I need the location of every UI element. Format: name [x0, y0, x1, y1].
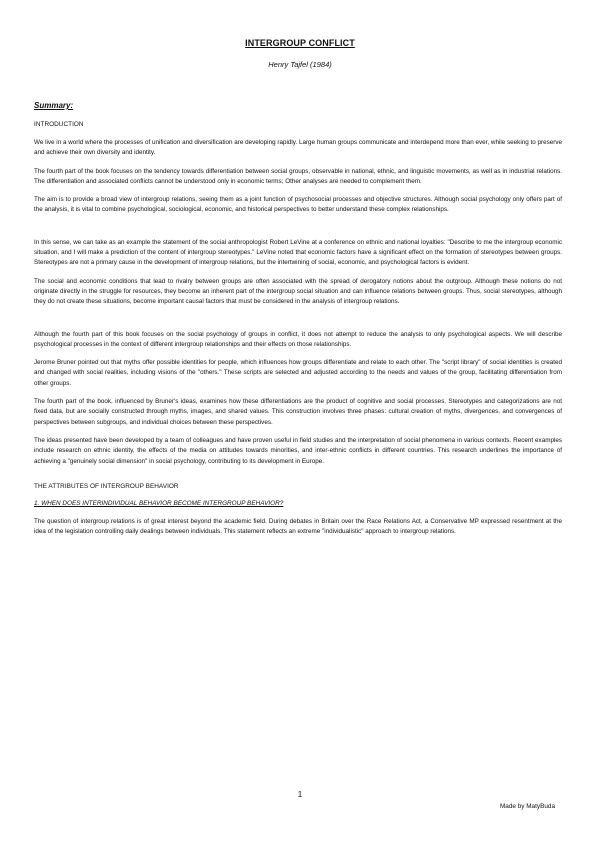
summary-label: Summary: — [34, 101, 74, 110]
document-title: INTERGROUP CONFLICT — [245, 38, 355, 48]
section-heading-attributes: THE ATTRIBUTES OF INTERGROUP BEHAVIOR — [34, 482, 179, 490]
section-heading-introduction: INTRODUCTION — [34, 121, 84, 128]
paragraph: The ideas presented have been developed by a team of colleagues and have proven useful in field studies and the interpretation of social phenomena in various contexts. Recent examples include research on ethnic identity, the effects of the media on attitudes towards minorities, and inter-ethnic conflicts in different countries. This research underlines the importance of achieving a "genuinely social dimension" in social psychology, contributing to its development in Europe. — [34, 436, 562, 465]
paragraph: Although the fourth part of this book focuses on the social psychology of groups in conflict, it does not attempt to reduce the analysis to only psychological aspects. We will describe psychological processes in the context of different intergroup relationships and their effects on those relationships. — [34, 330, 562, 348]
paragraph: Jerome Bruner pointed out that myths offer possible identities for people, which influences how groups differentiate and relate to each other. The "script library" of social identities is created and changed with social realities, including visions of the "others." These scripts are selected and adjusted according to the needs and values of the group, facilitating differentiation from other groups. — [34, 359, 562, 387]
page-number: 1 — [297, 790, 303, 799]
footer-credit: Made by MatyBuda — [499, 803, 555, 810]
paragraph: The aim is to provide a broad view of intergroup relations, seeing them as a joint function of psychosocial processes and objective structures. Although social psychology only offers part of the analysis, it is vital to combine psychological, sociological, economic, and historical perspectives to better understand these complex relationships. — [34, 196, 562, 214]
paragraph: We live in a world where the processes of unification and diversification are developing rapidly. Large human groups communicate and interdepend more than ever, while seeking to preserve and achieve their own diversity and identity. — [34, 139, 562, 157]
paragraph: The fourth part of the book, influenced by Bruner's ideas, examines how these differentiations are the product of cognitive and social processes. Stereotypes and categorizations are not fixed data, but are socially constructed through myths, images, and shared values. This construction involves three phases: cultural creation of myths, divergences, and convergences of perspectives between subgroups, and individual choices between these perspectives. — [34, 398, 562, 426]
paragraph: The fourth part of the book focuses on the tendency towards differentiation between social groups, observable in national, ethnic, and linguistic movements, as well as in industrial relations. The differentiation and associated conflicts cannot be understood only in economic terms; Other analyses are needed to complement them. — [34, 167, 562, 185]
paragraph: The social and economic conditions that lead to rivalry between groups are often associated with the spread of derogatory notions about the outgroup. Although these notions do not originate directly in the struggle for resources, they become an inherent part of the intergroup social situation and can influence relations between groups. Thus, social stereotypes, although they do not create these situations, become important causal factors that must be considered in the analysis of intergroup relations. — [34, 277, 562, 306]
document-author: Henry Tajfel (1984) — [268, 60, 332, 69]
paragraph: The question of intergroup relations is of great interest beyond the academic field. During debates in Britain over the Race Relations Act, a Conservative MP expressed resentment at the idea of the legislation controlling daily dealings between individuals. This statement reflects an extreme "individualistic" approach to intergroup relations. — [34, 517, 562, 536]
paragraph: In this sense, we can take as an example the statement of the social anthropologist Robert LeVine at a conference on ethnic and national loyalties: "Describe to me the intergroup economic situation, and I will make a prediction of the content of intergroup stereotypes." LeVine noted that economic factors have a significant effect on the formation of stereotypes between groups. Stereotypes are not a primary cause in the development of intergroup relations, but the intertwining of social, economic, and psychological factors is evident. — [34, 238, 562, 267]
section-spacer — [34, 224, 562, 238]
document-body — [34, 101, 562, 545]
section-spacer — [34, 475, 562, 483]
subsection-heading: 1. WHEN DOES INTERINDIVIDUAL BEHAVIOR BECOME INTERGROUP BEHAVIOR? — [34, 499, 284, 507]
section-spacer — [34, 316, 562, 330]
